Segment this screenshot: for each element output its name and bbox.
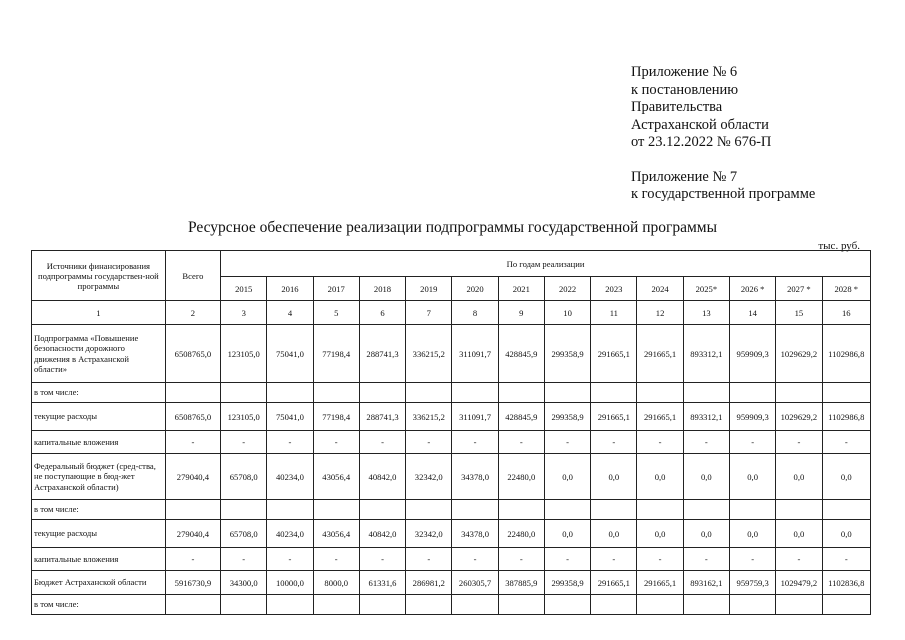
table-cell: 291665,1 bbox=[591, 325, 637, 383]
table-cell: 1102986,8 bbox=[822, 325, 870, 383]
table-cell: 0,0 bbox=[776, 454, 822, 500]
table-cell: 291665,1 bbox=[637, 571, 683, 595]
table-cell: - bbox=[267, 431, 313, 454]
table-cell: 260305,7 bbox=[452, 571, 498, 595]
table-cell: - bbox=[406, 548, 452, 571]
table-cell: 428845,9 bbox=[498, 325, 544, 383]
table-cell: - bbox=[406, 431, 452, 454]
table-cell: 40842,0 bbox=[359, 520, 405, 548]
table-cell: 34300,0 bbox=[221, 571, 267, 595]
table-cell bbox=[637, 500, 683, 520]
table-cell: - bbox=[165, 548, 220, 571]
table-cell: 34378,0 bbox=[452, 520, 498, 548]
table-cell: - bbox=[452, 548, 498, 571]
table-cell: 387885,9 bbox=[498, 571, 544, 595]
row-label: Подпрограмма «Повышение безопасности дорожного движения в Астраханской области» bbox=[32, 325, 166, 383]
table-cell: - bbox=[730, 548, 776, 571]
table-cell bbox=[544, 595, 590, 615]
table-cell: - bbox=[221, 431, 267, 454]
table-cell bbox=[822, 500, 870, 520]
column-header-year: 2016 bbox=[267, 277, 313, 301]
table-cell: 61331,6 bbox=[359, 571, 405, 595]
table-cell: 32342,0 bbox=[406, 454, 452, 500]
table-cell bbox=[267, 595, 313, 615]
column-number: 8 bbox=[452, 301, 498, 325]
table-cell: 0,0 bbox=[730, 520, 776, 548]
table-cell bbox=[544, 383, 590, 403]
column-header-year: 2020 bbox=[452, 277, 498, 301]
table-cell: 0,0 bbox=[544, 454, 590, 500]
table-cell bbox=[267, 500, 313, 520]
table-cell bbox=[313, 500, 359, 520]
column-number: 2 bbox=[165, 301, 220, 325]
document-title: Ресурсное обеспечение реализации подпрограммы государственной программы bbox=[187, 219, 718, 236]
row-label: в том числе: bbox=[32, 595, 166, 615]
table-cell: 1029629,2 bbox=[776, 325, 822, 383]
table-cell: - bbox=[498, 548, 544, 571]
table-cell bbox=[359, 595, 405, 615]
row-label: текущие расходы bbox=[32, 520, 166, 548]
table-cell: 43056,4 bbox=[313, 454, 359, 500]
table-cell bbox=[730, 595, 776, 615]
column-header-year: 2021 bbox=[498, 277, 544, 301]
table-cell: - bbox=[637, 548, 683, 571]
column-number: 13 bbox=[683, 301, 729, 325]
table-cell: - bbox=[683, 431, 729, 454]
table-cell: 1029479,2 bbox=[776, 571, 822, 595]
table-cell: 0,0 bbox=[683, 454, 729, 500]
table-cell: 959759,3 bbox=[730, 571, 776, 595]
table-cell: 288741,3 bbox=[359, 403, 405, 431]
table-cell: 0,0 bbox=[637, 454, 683, 500]
table-cell: 336215,2 bbox=[406, 403, 452, 431]
column-number: 10 bbox=[544, 301, 590, 325]
resource-table bbox=[31, 250, 871, 615]
table-cell: - bbox=[822, 548, 870, 571]
table-cell: - bbox=[221, 548, 267, 571]
column-header-year: 2025* bbox=[683, 277, 729, 301]
table-cell bbox=[730, 500, 776, 520]
units-label: тыс. руб. bbox=[818, 240, 860, 252]
table-cell: 0,0 bbox=[683, 520, 729, 548]
table-cell bbox=[498, 383, 544, 403]
table-cell: - bbox=[498, 431, 544, 454]
table-row bbox=[32, 500, 871, 520]
header-line-3: Правительства bbox=[631, 99, 723, 115]
column-number: 7 bbox=[406, 301, 452, 325]
table-cell: 0,0 bbox=[822, 520, 870, 548]
column-number: 9 bbox=[498, 301, 544, 325]
table-cell: 299358,9 bbox=[544, 403, 590, 431]
table-cell: 291665,1 bbox=[637, 325, 683, 383]
header-line-7: к государственной программе bbox=[631, 186, 816, 202]
table-cell: 65708,0 bbox=[221, 454, 267, 500]
table-cell: 1102836,8 bbox=[822, 571, 870, 595]
header-gap bbox=[631, 152, 815, 169]
table-cell bbox=[452, 383, 498, 403]
table-cell: - bbox=[637, 431, 683, 454]
table-cell bbox=[822, 383, 870, 403]
table-cell bbox=[683, 500, 729, 520]
table-cell: 34378,0 bbox=[452, 454, 498, 500]
table-cell bbox=[267, 383, 313, 403]
table-cell: 0,0 bbox=[544, 520, 590, 548]
table-cell: 40234,0 bbox=[267, 454, 313, 500]
table-row bbox=[32, 548, 871, 571]
column-header-year: 2022 bbox=[544, 277, 590, 301]
table-cell bbox=[683, 383, 729, 403]
row-label: капитальные вложения bbox=[32, 548, 166, 571]
table-cell: 77198,4 bbox=[313, 325, 359, 383]
table-row bbox=[32, 325, 871, 383]
table-cell: 43056,4 bbox=[313, 520, 359, 548]
table-row bbox=[32, 431, 871, 454]
table-cell: 893312,1 bbox=[683, 325, 729, 383]
table-cell: 40842,0 bbox=[359, 454, 405, 500]
table-cell: - bbox=[267, 548, 313, 571]
header-line-6: Приложение № 7 bbox=[631, 168, 738, 185]
column-header-year: 2026 * bbox=[730, 277, 776, 301]
table-cell: - bbox=[683, 548, 729, 571]
column-number: 5 bbox=[313, 301, 359, 325]
table-cell: 8000,0 bbox=[313, 571, 359, 595]
column-header-year: 2018 bbox=[359, 277, 405, 301]
table-cell bbox=[591, 383, 637, 403]
table-cell: - bbox=[313, 431, 359, 454]
header-line-2: к постановлению bbox=[631, 81, 739, 98]
table-cell: 893162,1 bbox=[683, 571, 729, 595]
table-cell: - bbox=[730, 431, 776, 454]
table-cell: 40234,0 bbox=[267, 520, 313, 548]
row-label: текущие расходы bbox=[32, 403, 166, 431]
column-number: 11 bbox=[591, 301, 637, 325]
table-cell: 0,0 bbox=[637, 520, 683, 548]
header-line-5: от 23.12.2022 № 676-П bbox=[631, 134, 772, 150]
table-cell: 311091,7 bbox=[452, 325, 498, 383]
table-row bbox=[32, 520, 871, 548]
table-cell: 10000,0 bbox=[267, 571, 313, 595]
table-cell bbox=[730, 383, 776, 403]
table-cell bbox=[359, 383, 405, 403]
table-cell bbox=[776, 595, 822, 615]
column-number: 15 bbox=[776, 301, 822, 325]
column-number: 16 bbox=[822, 301, 870, 325]
row-label: в том числе: bbox=[32, 383, 166, 403]
table-cell: 32342,0 bbox=[406, 520, 452, 548]
column-header-total: Всего bbox=[165, 251, 220, 301]
table-cell: 1029629,2 bbox=[776, 403, 822, 431]
table-cell: 75041,0 bbox=[267, 403, 313, 431]
column-header-year: 2027 * bbox=[776, 277, 822, 301]
column-header-source: Источники финансирования подпрограммы государствен-ной программы bbox=[32, 251, 166, 301]
column-header-years-group: По годам реализации bbox=[221, 251, 871, 277]
table-cell bbox=[591, 595, 637, 615]
column-number: 12 bbox=[637, 301, 683, 325]
table-cell: 336215,2 bbox=[406, 325, 452, 383]
table-cell: - bbox=[591, 431, 637, 454]
table-cell: 75041,0 bbox=[267, 325, 313, 383]
table-cell: 893312,1 bbox=[683, 403, 729, 431]
column-header-year: 2019 bbox=[406, 277, 452, 301]
table-cell: - bbox=[544, 548, 590, 571]
table-body bbox=[32, 251, 871, 615]
table-cell bbox=[776, 500, 822, 520]
table-cell bbox=[452, 595, 498, 615]
table-cell bbox=[165, 595, 220, 615]
column-header-year: 2024 bbox=[637, 277, 683, 301]
table-cell: 65708,0 bbox=[221, 520, 267, 548]
table-cell: 288741,3 bbox=[359, 325, 405, 383]
table-cell: 22480,0 bbox=[498, 520, 544, 548]
table-cell: - bbox=[359, 548, 405, 571]
table-cell bbox=[683, 595, 729, 615]
table-cell: 299358,9 bbox=[544, 325, 590, 383]
column-header-year: 2028 * bbox=[822, 277, 870, 301]
table-cell: 22480,0 bbox=[498, 454, 544, 500]
table-cell bbox=[313, 595, 359, 615]
table-cell: 1102986,8 bbox=[822, 403, 870, 431]
table-cell bbox=[406, 383, 452, 403]
table-cell bbox=[313, 383, 359, 403]
table-cell bbox=[776, 383, 822, 403]
table-cell: - bbox=[776, 548, 822, 571]
table-cell: - bbox=[776, 431, 822, 454]
table-cell bbox=[221, 500, 267, 520]
table-cell bbox=[221, 383, 267, 403]
table-cell: 291665,1 bbox=[637, 403, 683, 431]
table-row bbox=[32, 383, 871, 403]
table-cell: 0,0 bbox=[730, 454, 776, 500]
column-number: 6 bbox=[359, 301, 405, 325]
table-cell bbox=[822, 595, 870, 615]
table-cell: - bbox=[359, 431, 405, 454]
header-line-4: Астраханской области bbox=[631, 116, 769, 133]
table-cell: - bbox=[591, 548, 637, 571]
table-row bbox=[32, 595, 871, 615]
column-header-year: 2015 bbox=[221, 277, 267, 301]
column-number: 3 bbox=[221, 301, 267, 325]
table-cell bbox=[406, 500, 452, 520]
table-row bbox=[32, 403, 871, 431]
table-cell: - bbox=[452, 431, 498, 454]
table-cell: 279040,4 bbox=[165, 520, 220, 548]
table-cell: 0,0 bbox=[776, 520, 822, 548]
row-label: в том числе: bbox=[32, 500, 166, 520]
column-number: 1 bbox=[32, 301, 166, 325]
table-cell: 311091,7 bbox=[452, 403, 498, 431]
table-cell: 123105,0 bbox=[221, 325, 267, 383]
table-cell: 428845,9 bbox=[498, 403, 544, 431]
table-cell bbox=[637, 595, 683, 615]
table-cell bbox=[498, 595, 544, 615]
table-cell: 5916730,9 bbox=[165, 571, 220, 595]
row-label: капитальные вложения bbox=[32, 431, 166, 454]
table-row bbox=[32, 571, 871, 595]
document-header bbox=[631, 64, 815, 204]
table-cell: 291665,1 bbox=[591, 571, 637, 595]
table-row bbox=[32, 454, 871, 500]
table-cell: 299358,9 bbox=[544, 571, 590, 595]
table-cell bbox=[165, 500, 220, 520]
table-cell: 0,0 bbox=[822, 454, 870, 500]
table-cell bbox=[221, 595, 267, 615]
header-row-top bbox=[32, 251, 871, 277]
table-cell: 959909,3 bbox=[730, 403, 776, 431]
header-line-1: Приложение № 6 bbox=[631, 64, 738, 80]
table-cell: 6508765,0 bbox=[165, 403, 220, 431]
column-header-year: 2017 bbox=[313, 277, 359, 301]
table-cell bbox=[452, 500, 498, 520]
table-cell: 0,0 bbox=[591, 520, 637, 548]
row-label: Бюджет Астраханской области bbox=[32, 571, 166, 595]
table-cell bbox=[359, 500, 405, 520]
table-cell: 279040,4 bbox=[165, 454, 220, 500]
table-cell: - bbox=[544, 431, 590, 454]
table-cell: 291665,1 bbox=[591, 403, 637, 431]
table-cell bbox=[544, 500, 590, 520]
table-cell bbox=[406, 595, 452, 615]
column-number: 4 bbox=[267, 301, 313, 325]
table-cell bbox=[165, 383, 220, 403]
row-label: Федеральный бюджет (сред-ства, не поступающие в бюд-жет Астраханской области) bbox=[32, 454, 166, 500]
table-cell: 959909,3 bbox=[730, 325, 776, 383]
table-cell: 286981,2 bbox=[406, 571, 452, 595]
table-cell bbox=[498, 500, 544, 520]
table-cell: 6508765,0 bbox=[165, 325, 220, 383]
column-number: 14 bbox=[730, 301, 776, 325]
table-cell: 123105,0 bbox=[221, 403, 267, 431]
table-cell bbox=[637, 383, 683, 403]
table-cell: - bbox=[822, 431, 870, 454]
column-header-year: 2023 bbox=[591, 277, 637, 301]
table-cell: 77198,4 bbox=[313, 403, 359, 431]
table-cell: - bbox=[165, 431, 220, 454]
table-cell bbox=[591, 500, 637, 520]
table-cell: - bbox=[313, 548, 359, 571]
table-cell: 0,0 bbox=[591, 454, 637, 500]
header-row-numbers bbox=[32, 301, 871, 325]
